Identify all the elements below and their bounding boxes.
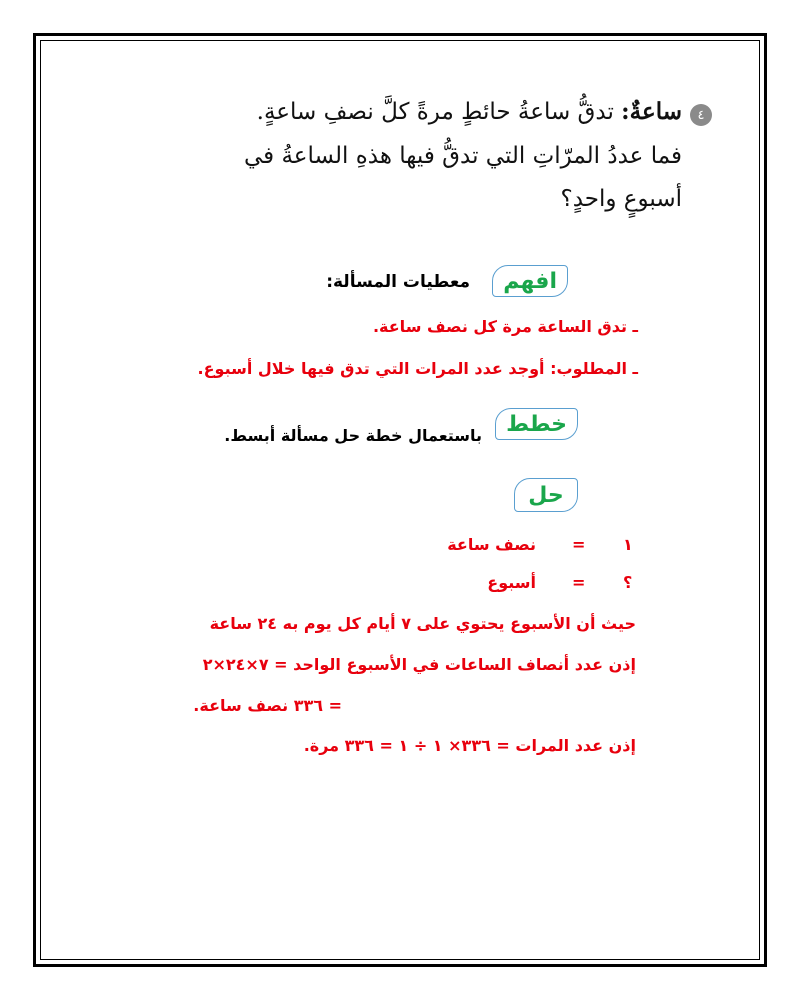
- required-line: ـ المطلوب: أوجد عدد المرات التي تدق فيها خلال أسبوع.: [197, 359, 638, 378]
- question-number: ٤: [697, 107, 705, 123]
- plan-badge-label: خطط: [506, 411, 567, 437]
- solve-line-1: حيث أن الأسبوع يحتوي على ٧ أيام كل يوم به ٢٤ ساعة: [209, 614, 636, 633]
- solve-line-2: إذن عدد أنصاف الساعات في الأسبوع الواحد = ٧×٢٤×٢: [202, 655, 636, 674]
- solve-row1-left: ١: [623, 535, 633, 554]
- page-border-inner: [40, 40, 760, 960]
- solve-badge-label: حل: [528, 482, 564, 508]
- solve-row1-eq: =: [572, 535, 586, 554]
- question-number-badge: [690, 104, 712, 126]
- plan-text: باستعمال خطة حل مسألة أبسط.: [224, 426, 482, 445]
- understand-heading-text: معطيات المسألة:: [326, 272, 470, 292]
- question-title: ساعةٌ:: [621, 98, 682, 125]
- solve-row2-eq: =: [572, 573, 586, 592]
- understand-badge-label: افهم: [503, 268, 557, 294]
- solve-row1-right: نصف ساعة: [447, 535, 536, 554]
- question-line-3: أسبوعٍ واحدٍ؟: [560, 186, 682, 212]
- plan-badge: [495, 408, 578, 440]
- solve-line-3: = ٣٣٦ نصف ساعة.: [193, 696, 342, 715]
- solve-badge: [514, 478, 578, 512]
- solve-row2-right: أسبوع: [487, 573, 536, 592]
- solve-line-4: إذن عدد المرات = ٣٣٦× ١ ÷ ١ = ٣٣٦ مرة.: [303, 736, 636, 755]
- question-line-2: فما عددُ المرّاتِ التي تدقُّ فيها هذهِ الساعةُ في: [243, 143, 682, 169]
- question-line-1: [257, 98, 682, 125]
- given-line: ـ تدق الساعة مرة كل نصف ساعة.: [372, 317, 638, 336]
- understand-badge: [492, 265, 568, 297]
- question-text-1: تدقُّ ساعةُ حائطٍ مرةً كلَّ نصفِ ساعةٍ.: [256, 99, 614, 125]
- solve-row2-left: ؟: [623, 573, 633, 592]
